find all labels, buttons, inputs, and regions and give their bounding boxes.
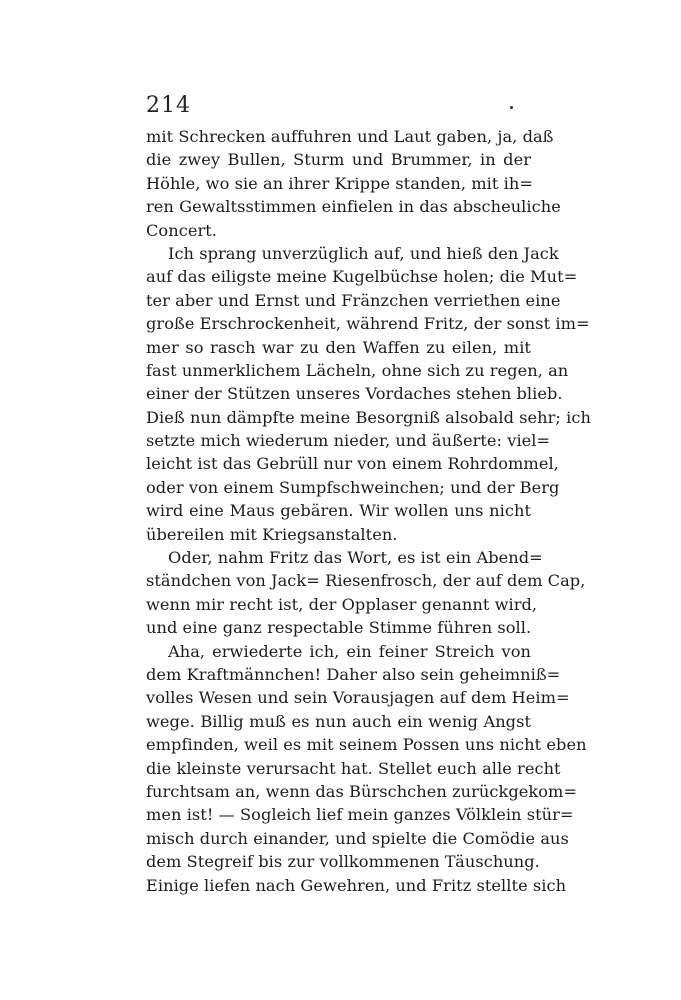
text-line: die zwey Bullen, Sturm und Brummer, in der: [146, 150, 531, 170]
text-line: dem Kraftmännchen! Daher also sein geheimniß=: [146, 664, 561, 684]
text-line: wird eine Maus gebären. Wir wollen uns nicht: [146, 501, 531, 521]
text-line: setzte mich wiederum nieder, und äußerte: viel=: [146, 431, 551, 451]
text-line: Höhle, wo sie an ihrer Krippe standen, mit ih=: [146, 173, 533, 193]
text-line: einer der Stützen unseres Vordaches stehen blieb.: [146, 384, 563, 404]
text-line: Einige liefen nach Gewehren, und Fritz stellte sich: [146, 875, 567, 895]
text-line: fast unmerklichem Lächeln, ohne sich zu regen, an: [146, 360, 569, 380]
text-line: Concert.: [146, 220, 217, 240]
text-line: wege. Billig muß es nun auch ein wenig Angst: [146, 711, 531, 731]
text-line: Aha, erwiederte ich, ein feiner Streich von: [168, 641, 531, 661]
text-line: mer so rasch war zu den Waffen zu eilen, mit: [146, 337, 531, 357]
text-line: oder von einem Sumpfschweinchen; und der Berg: [146, 477, 560, 497]
text-line: empfinden, weil es mit seinem Possen uns nicht eben: [146, 735, 587, 755]
text-line: die kleinste verursacht hat. Stellet euch alle recht: [146, 758, 561, 778]
text-line: Ich sprang unverzüglich auf, und hieß den Jack: [168, 243, 559, 263]
text-line: men ist! — Sogleich lief mein ganzes Völklein stür=: [146, 805, 574, 825]
text-line: große Erschrockenheit, während Fritz, der sonst im=: [146, 314, 590, 334]
text-line: übereilen mit Kriegsanstalten.: [146, 524, 398, 544]
text-line: ter aber und Ernst und Fränzchen verriethen eine: [146, 290, 561, 310]
text-line: Oder, nahm Fritz das Wort, es ist ein Abend=: [168, 548, 543, 568]
text-line: dem Stegreif bis zur vollkommenen Täuschung.: [146, 852, 540, 872]
text-line: leicht ist das Gebrüll nur von einem Rohrdommel,: [146, 454, 559, 474]
text-line: furchtsam an, wenn das Bürschchen zurückgekom=: [146, 781, 578, 801]
text-line: mit Schrecken auffuhren und Laut gaben, ja, daß: [146, 127, 554, 146]
print-speck: [510, 106, 513, 109]
text-line: und eine ganz respectable Stimme führen soll.: [146, 618, 532, 638]
text-line: ständchen von Jack= Riesenfrosch, der auf dem Cap,: [146, 571, 586, 591]
body-text: [146, 125, 591, 897]
text-line: auf das eiligste meine Kugelbüchse holen; die Mut=: [146, 267, 578, 287]
text-line: misch durch einander, und spielte die Comödie aus: [146, 828, 569, 848]
text-line: Dieß nun dämpfte meine Besorgniß alsobald sehr; ich: [146, 407, 591, 427]
page-number: 214: [146, 93, 191, 118]
text-line: wenn mir recht ist, der Opplaser genannt wird,: [146, 594, 538, 614]
text-line: volles Wesen und sein Vorausjagen auf dem Heim=: [146, 688, 570, 708]
text-line: ren Gewaltsstimmen einfielen in das abscheuliche: [146, 197, 561, 217]
